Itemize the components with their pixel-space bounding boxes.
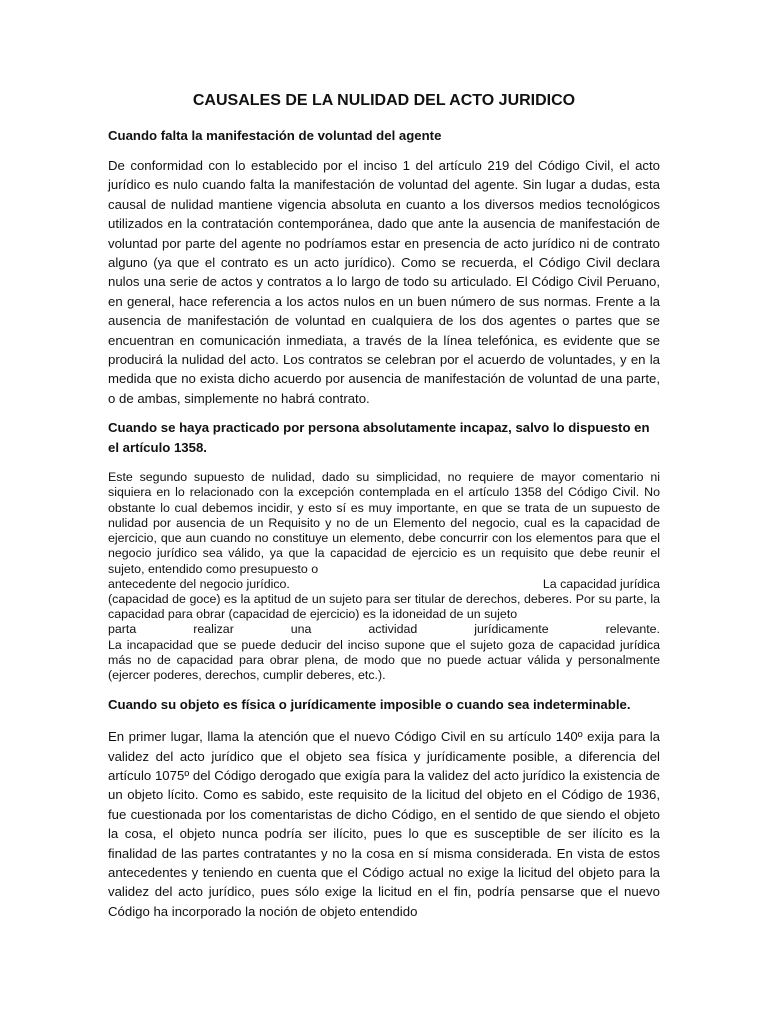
section-heading-1: Cuando falta la manifestación de voluntad del agente: [108, 128, 442, 143]
section-paragraph-2-line-right: La capacidad jurídica: [542, 576, 660, 591]
section-paragraph-2-part2: (capacidad de goce) es la aptitud de un sujeto para ser titular de derechos, deberes. Por su parte, la capacidad para obrar (capacidad de ejercicio) es la idoneidad de un sujeto: [108, 591, 660, 622]
section-paragraph-2: [108, 470, 660, 683]
section-paragraph-2-part2-last: parta realizar una actividad jurídicamente relevante.: [108, 622, 660, 637]
section-paragraph-2-line-left: antecedente del negocio jurídico.: [108, 576, 290, 591]
section-paragraph-1: De conformidad con lo establecido por el inciso 1 del artículo 219 del Código Civil, el acto jurídico es nulo cuando falta la manifestación de voluntad del agente. Sin lugar a dudas, esta causal de nulidad mantiene vigencia absoluta en cuanto a los diversos medios tecnológicos utilizados en la contratación contemporánea, dado que ante la ausencia de manifestación de voluntad por parte del agente no podríamos estar en presencia de acto jurídico ni de contrato alguno (ya que el contrato es un acto jurídico). Como se recuerda, el Código Civil declara nulos una serie de actos y contratos a lo largo de todo su articulado. El Código Civil Peruano, en general, hace referencia a los actos nulos en un buen número de sus normas. Frente a la ausencia de manifestación de voluntad en cualquiera de los dos agentes o partes que se encuentran en comunicación inmediata, a través de la línea telefónica, es evidente que se producirá la nulidad del acto. Los contratos se celebran por el acuerdo de voluntades, y en la medida que no exista dicho acuerdo por ausencia de manifestación de voluntad de una parte, o de ambas, simplemente no habrá contrato.: [108, 158, 660, 406]
section-paragraph-3: En primer lugar, llama la atención que el nuevo Código Civil en su artículo 140º exija para la validez del acto jurídico que el objeto sea física y jurídicamente posible, a diferencia del artículo 1075º del Código derogado que exigía para la validez del acto jurídico la existencia de un objeto lícito. Como es sabido, este requisito de la licitud del objeto en el Código de 1936, fue cuestionada por los comentaristas de dicho Código, en el sentido de que siendo el objeto la cosa, el objeto nunca podría ser ilícito, pues lo que es susceptible de ser ilícito es la finalidad de las partes contratantes y no la cosa en sí misma considerada. En vista de estos antecedentes y teniendo en cuenta que el Código actual no exige la licitud del objeto para la validez del acto jurídico, pues sólo exige la licitud en el fin, podría pensarse que el nuevo Código ha incorporado la noción de objeto entendido: [108, 729, 660, 919]
section-heading-2: Cuando se haya practicado por persona absolutamente incapaz, salvo lo dispuesto en el artículo 1358.: [108, 420, 650, 456]
section-heading-3: Cuando su objeto es física o jurídicamente imposible o cuando sea indeterminable.: [108, 697, 631, 713]
document-title: CAUSALES DE LA NULIDAD DEL ACTO JURIDICO: [192, 92, 576, 109]
section-paragraph-2-part3: La incapacidad que se puede deducir del inciso supone que el sujeto goza de capacidad jurídica más no de capacidad para obrar plena, de modo que no puede actuar válida y personalmente (ejercer poderes, derechos, cumplir deberes, etc.).: [108, 637, 660, 682]
section-paragraph-2-line-split: [108, 577, 660, 592]
document-page: [108, 90, 660, 931]
section-paragraph-2-part1: Este segundo supuesto de nulidad, dado su simplicidad, no requiere de mayor comentario ni siquiera en lo relacionado con la excepción contemplada en el artículo 1358 del Código Civil. No obstante lo cual debemos incidir, y esto sí es muy importante, en que se trata de un supuesto de nulidad por ausencia de un Requisito y no de un Elemento del negocio, cual es la capacidad de ejercicio, que aun cuando no constituye un elemento, debe concurrir con los elementos para que el negocio jurídico sea válido, ya que la capacidad de ejercicio es un requisito que debe reunir el sujeto, entendido como presupuesto o: [108, 470, 660, 576]
